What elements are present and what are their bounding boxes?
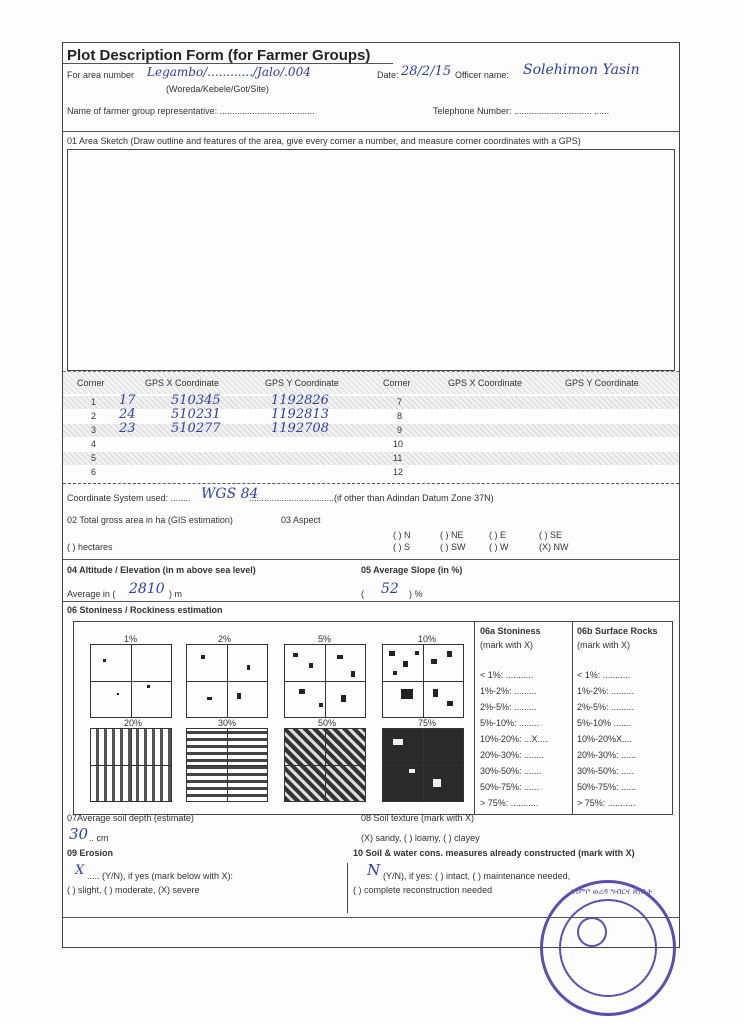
stoniness-a-item: 2%-5%: .........: [480, 702, 537, 712]
stoniness-a-item: 1%-2%: .........: [480, 686, 537, 696]
altitude-prefix: Average in (: [67, 589, 116, 599]
stoniness-a-item: 50%-75%: ......: [480, 782, 540, 792]
stoniness-a-item: 5%-10%: ........: [480, 718, 540, 728]
section-04-label: 04 Altitude / Elevation (in m above sea level): [67, 565, 256, 575]
coord-system-value: WGS 84: [201, 486, 259, 502]
stoniness-image-10: [382, 644, 464, 718]
stoniness-b-item: 30%-50%: .....: [577, 766, 634, 776]
stoniness-b-item: 10%-20%X....: [577, 734, 633, 744]
stamp-text: ለገምቦ ወረዳ ግብርና ጽ/ቤት: [569, 887, 653, 896]
table-row: 1 17 510345 1192826 7: [63, 396, 679, 409]
pct-label: 20%: [124, 718, 143, 728]
hectares-field: ( ) hectares: [67, 542, 113, 552]
section-10-label: 10 Soil & water cons. measures already constructed (mark with X): [353, 848, 635, 858]
stoniness-b-item: 1%-2%: .........: [577, 686, 634, 696]
stoniness-a-item: 10%-20%: ...X....: [480, 734, 548, 744]
header-gps-x-2: GPS X Coordinate: [448, 378, 523, 388]
section-08-label: 08 Soil texture (mark with X): [361, 813, 475, 823]
swc-line1: (Y/N), if yes: ( ) intact, ( ) maintenance needed,: [383, 871, 571, 881]
erosion-yn-value: X: [75, 863, 85, 878]
stoniness-b-item: 50%-75%: ......: [577, 782, 637, 792]
pct-label: 10%: [418, 634, 437, 644]
pct-label: 50%: [318, 718, 337, 728]
section-02-label: 02 Total gross area in ha (GIS estimation): [67, 515, 233, 525]
pct-label: 75%: [418, 718, 437, 728]
stoniness-b-sub: (mark with X): [577, 640, 631, 650]
aspect-e: ( ) E: [489, 530, 506, 540]
stoniness-a-item: 30%-50%: .......: [480, 766, 542, 776]
area-sketch-box: [67, 149, 675, 371]
telephone-label: Telephone Number: ............................... ......: [433, 106, 610, 116]
gps-coordinate-table: [63, 371, 679, 480]
stoniness-image-50: [284, 728, 366, 802]
stoniness-image-5: [284, 644, 366, 718]
coord-system-suffix: ..................................(if other than Adindan Datum Zone 37N): [249, 493, 494, 503]
aspect-n: ( ) N: [393, 530, 411, 540]
pct-label: 30%: [218, 718, 237, 728]
aspect-s: ( ) S: [393, 542, 410, 552]
pct-label: 2%: [218, 634, 232, 644]
slope-value: 52: [381, 581, 399, 597]
section-05-label: 05 Average Slope (in %): [361, 565, 463, 575]
pct-label: 5%: [318, 634, 332, 644]
aspect-nw: (X) NW: [539, 542, 569, 552]
altitude-value: 2810: [129, 581, 165, 597]
section-01-label: 01 Area Sketch (Draw outline and features of the area, give every corner a number, and measure corner coordinates with a GPS): [67, 136, 581, 146]
stoniness-image-20: [90, 728, 172, 802]
officer-label: Officer name:: [455, 70, 509, 80]
soil-depth-suffix: .. cm: [89, 833, 109, 843]
stoniness-b-item: < 1%: ...........: [577, 670, 631, 680]
area-number-value: Legambo/............/Jalo/.004: [147, 65, 311, 79]
erosion-severity: ( ) slight, ( ) moderate, (X) severe: [67, 885, 200, 895]
plot-description-form: [62, 42, 680, 948]
stoniness-b-title: 06b Surface Rocks: [577, 626, 658, 636]
table-row: 5 11: [63, 452, 679, 465]
date-value: 28/2/15: [401, 64, 452, 79]
stoniness-b-item: 20%-30%: ......: [577, 750, 637, 760]
stoniness-box: [73, 621, 673, 815]
header-corner-2: Corner: [383, 378, 411, 388]
gps-table-header: [63, 372, 679, 394]
section-07-label: 07Average soil depth (estimate): [67, 813, 194, 823]
table-row: 2 24 510231 1192813 8: [91, 407, 403, 422]
stoniness-a-sub: (mark with X): [480, 640, 534, 650]
table-row: 3 23 510277 1192708 9: [63, 424, 679, 437]
area-number-sub: (Woreda/Kebele/Got/Site): [166, 84, 269, 94]
swc-line2: ( ) complete reconstruction needed: [353, 885, 493, 895]
stoniness-image-30: [186, 728, 268, 802]
aspect-sw: ( ) SW: [440, 542, 466, 552]
representative-label: Name of farmer group representative: ......................................: [67, 106, 315, 116]
official-stamp: [540, 880, 676, 1016]
stoniness-a-item: > 75%: ...........: [480, 798, 539, 808]
section-09-label: 09 Erosion: [67, 848, 114, 858]
table-row: 4 10: [91, 439, 404, 449]
stoniness-image-75: [382, 728, 464, 802]
soil-texture-options: (X) sandy, ( ) loamy, ( ) clayey: [361, 833, 480, 843]
aspect-se: ( ) SE: [539, 530, 563, 540]
officer-value: Solehimon Yasin: [523, 62, 640, 78]
soil-depth-value: 30: [69, 825, 89, 843]
pct-label: 1%: [124, 634, 138, 644]
stoniness-image-2: [186, 644, 268, 718]
slope-prefix: (: [361, 589, 364, 599]
area-number-label: For area number: [67, 70, 135, 80]
stoniness-a-item: < 1%: ...........: [480, 670, 534, 680]
stoniness-b-item: 5%-10% .......: [577, 718, 632, 728]
stoniness-a-title: 06a Stoniness: [480, 626, 541, 636]
table-row: 6 12: [91, 467, 404, 477]
section-06-label: 06 Stoniness / Rockiness estimation: [67, 605, 223, 615]
header-gps-y-2: GPS Y Coordinate: [565, 378, 639, 388]
aspect-w: ( ) W: [489, 542, 509, 552]
altitude-suffix: ) m: [169, 589, 182, 599]
stoniness-a-item: 20%-30%: ........: [480, 750, 545, 760]
aspect-ne: ( ) NE: [440, 530, 464, 540]
stoniness-b-item: > 75%: ...........: [577, 798, 636, 808]
stoniness-image-1: [90, 644, 172, 718]
date-label: Date:: [377, 70, 399, 80]
swc-yn-value: N: [367, 861, 381, 879]
stoniness-b-item: 2%-5%: .........: [577, 702, 634, 712]
header-gps-y: GPS Y Coordinate: [265, 378, 339, 388]
section-03-label: 03 Aspect: [281, 515, 321, 525]
slope-suffix: ) %: [409, 589, 423, 599]
form-title: Plot Description Form (for Farmer Groups): [67, 47, 371, 64]
coord-system-label: Coordinate System used: ........: [67, 493, 191, 503]
erosion-line1: ..... (Y/N), if yes (mark below with X):: [87, 871, 234, 881]
header-corner: Corner: [77, 378, 105, 388]
header-gps-x: GPS X Coordinate: [145, 378, 220, 388]
